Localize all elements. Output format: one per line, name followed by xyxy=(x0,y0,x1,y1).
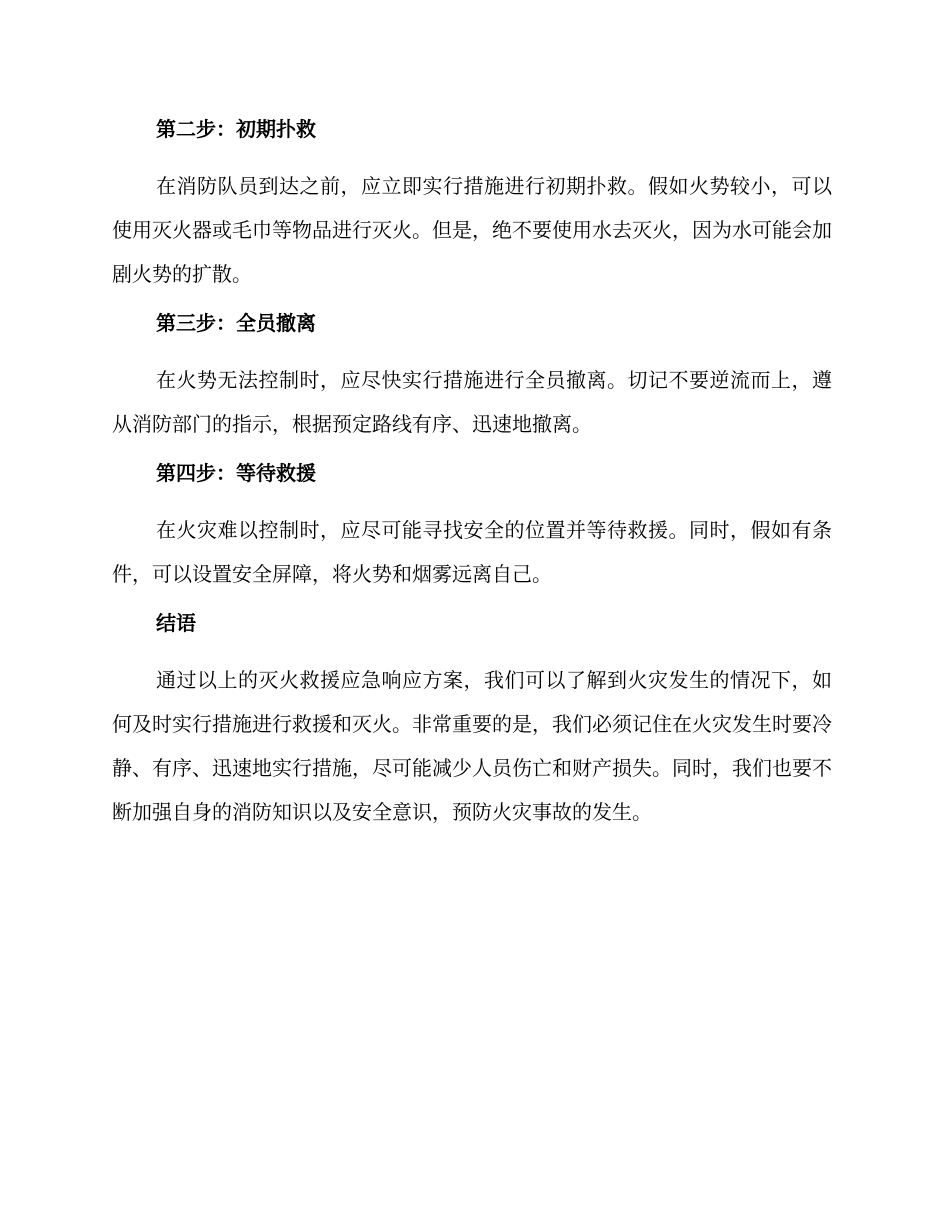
section-heading-step-three: 第三步：全员撤离 xyxy=(156,311,316,335)
section-paragraph-step-two: 在消防队员到达之前，应立即实行措施进行初期扑救。假如火势较小，可以使用灭火器或毛巾等物品进行灭火。但是，绝不要使用水去灭火，因为水可能会加剧火势的扩散。 xyxy=(112,174,832,286)
section-paragraph-step-four: 在火灾难以控制时，应尽可能寻找安全的位置并等待救援。同时，假如有条件，可以设置安全屏障，将火势和烟雾远离自己。 xyxy=(112,518,832,586)
section-heading-conclusion: 结语 xyxy=(156,611,196,635)
section-paragraph-step-three: 在火势无法控制时，应尽快实行措施进行全员撤离。切记不要逆流而上，遵从消防部门的指示，根据预定路线有序、迅速地撤离。 xyxy=(112,368,832,436)
section-paragraph-conclusion: 通过以上的灭火救援应急响应方案，我们可以了解到火灾发生的情况下，如何及时实行措施进行救援和灭火。非常重要的是，我们必须记住在火灾发生时要冷静、有序、迅速地实行措施，尽可能减少人员伤亡和财产损失。同时，我们也要不断加强自身的消防知识以及安全意识，预防火灾事故的发生。 xyxy=(112,668,832,824)
section-heading-step-two: 第二步：初期扑救 xyxy=(156,117,316,141)
document-body xyxy=(112,110,832,834)
section-heading-step-four: 第四步：等待救援 xyxy=(156,461,316,485)
